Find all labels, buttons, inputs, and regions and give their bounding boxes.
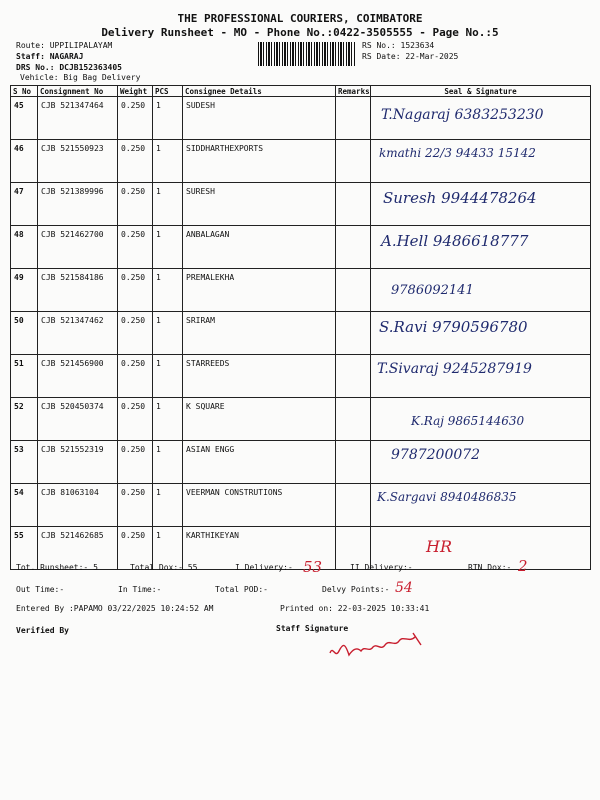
staff-signature-scribble	[325, 625, 445, 665]
cell-signature	[371, 441, 591, 484]
cell-pcs: 1	[153, 269, 183, 312]
handwritten-signature: kmathi 22/3 94433 15142	[379, 146, 536, 160]
cell-wt: 0.250	[118, 269, 153, 312]
cell-sno: 47	[11, 183, 38, 226]
rs-date: RS Date: 22-Mar-2025	[362, 52, 459, 61]
cell-signature	[371, 312, 591, 355]
table-row	[11, 312, 591, 355]
cell-wt: 0.250	[118, 140, 153, 183]
cell-cn: CJB 521550923	[38, 140, 118, 183]
cell-pcs: 1	[153, 183, 183, 226]
handwritten-signature: HR	[426, 537, 452, 556]
table-row	[11, 269, 591, 312]
cell-name: ANBALAGAN	[183, 226, 336, 269]
cell-name: ASIAN ENGG	[183, 441, 336, 484]
cell-name: KARTHIKEYAN	[183, 527, 336, 570]
cell-wt: 0.250	[118, 484, 153, 527]
cell-signature	[371, 269, 591, 312]
cell-cn: CJB 521552319	[38, 441, 118, 484]
barcode	[258, 42, 356, 66]
runsheet-subtitle: Delivery Runsheet - MO - Phone No.:0422-3505555 - Page No.:5	[101, 26, 499, 39]
company-title: THE PROFESSIONAL COURIERS, COIMBATORE	[177, 12, 423, 25]
cell-wt: 0.250	[118, 398, 153, 441]
cell-sno: 52	[11, 398, 38, 441]
column-header: Seal & Signature	[371, 86, 591, 97]
cell-sno: 45	[11, 97, 38, 140]
cell-signature	[371, 140, 591, 183]
cell-remarks	[336, 441, 371, 484]
cell-remarks	[336, 97, 371, 140]
cell-name: SRIRAM	[183, 312, 336, 355]
ii-delivery-label: II Delivery:-	[350, 563, 413, 572]
route: Route: UPPILIPALAYAM	[16, 41, 113, 50]
cell-sno: 49	[11, 269, 38, 312]
table-row	[11, 398, 591, 441]
handwritten-signature: S.Ravi 9790596780	[379, 318, 528, 336]
cell-cn: CJB 521347462	[38, 312, 118, 355]
total-dox: Total Dox:- 55	[130, 563, 198, 572]
in-time: In Time:-	[118, 585, 162, 594]
cell-remarks	[336, 355, 371, 398]
total-pod: Total POD:-	[215, 585, 268, 594]
column-header: Weight	[118, 86, 153, 97]
table-row	[11, 140, 591, 183]
handwritten-signature: T.Nagaraj 6383253230	[381, 107, 544, 123]
rtn-dox-label: RTN Dox:-	[468, 563, 512, 572]
cell-cn: CJB 521347464	[38, 97, 118, 140]
column-header: Consignment No	[38, 86, 118, 97]
cell-cn: CJB 521584186	[38, 269, 118, 312]
rtn-dox-value: 2	[518, 557, 528, 575]
cell-remarks	[336, 398, 371, 441]
total-runsheet: Tot. Runsheet:- 5	[16, 563, 98, 572]
cell-name: PREMALEKHA	[183, 269, 336, 312]
cell-pcs: 1	[153, 398, 183, 441]
staff-signature-label: Staff Signature	[276, 624, 349, 633]
drs-number: DRS No.: DCJB152363405	[16, 63, 122, 72]
cell-signature	[371, 183, 591, 226]
column-header: PCS	[153, 86, 183, 97]
handwritten-signature: Suresh 9944478264	[383, 189, 537, 207]
runsheet-table	[10, 85, 591, 570]
i-delivery-value: 53	[303, 558, 323, 576]
cell-name: SIDDHARTHEXPORTS	[183, 140, 336, 183]
table-row	[11, 355, 591, 398]
staff: Staff: NAGARAJ	[16, 52, 84, 61]
cell-wt: 0.250	[118, 441, 153, 484]
verified-by: Verified By	[16, 626, 69, 635]
cell-remarks	[336, 183, 371, 226]
cell-wt: 0.250	[118, 355, 153, 398]
column-header: S No	[11, 86, 38, 97]
cell-pcs: 1	[153, 484, 183, 527]
cell-remarks	[336, 140, 371, 183]
cell-sno: 54	[11, 484, 38, 527]
column-header: Consignee Details	[183, 86, 336, 97]
cell-sno: 53	[11, 441, 38, 484]
cell-signature	[371, 97, 591, 140]
cell-name: VEERMAN CONSTRUTIONS	[183, 484, 336, 527]
cell-name: SURESH	[183, 183, 336, 226]
table-row	[11, 183, 591, 226]
handwritten-signature: 9786092141	[391, 283, 474, 298]
cell-signature	[371, 355, 591, 398]
table-header	[11, 86, 591, 97]
cell-signature	[371, 398, 591, 441]
cell-sno: 50	[11, 312, 38, 355]
cell-pcs: 1	[153, 527, 183, 570]
table-row	[11, 226, 591, 269]
cell-name: STARREEDS	[183, 355, 336, 398]
cell-cn: CJB 521389996	[38, 183, 118, 226]
table-row	[11, 484, 591, 527]
table-row	[11, 441, 591, 484]
cell-signature	[371, 226, 591, 269]
cell-pcs: 1	[153, 312, 183, 355]
handwritten-signature: K.Sargavi 8940486835	[377, 490, 517, 504]
handwritten-signature: T.Sivaraj 9245287919	[377, 361, 532, 377]
cell-wt: 0.250	[118, 97, 153, 140]
cell-pcs: 1	[153, 441, 183, 484]
vehicle: Vehicle: Big Bag Delivery	[20, 73, 141, 82]
rs-number: RS No.: 1523634	[362, 41, 435, 50]
delvy-points-value: 54	[395, 580, 413, 596]
cell-name: SUDESH	[183, 97, 336, 140]
entered-by: Entered By :PAPAMO 03/22/2025 10:24:52 AM	[16, 604, 214, 613]
cell-remarks	[336, 269, 371, 312]
cell-sno: 51	[11, 355, 38, 398]
printed-on: Printed on: 22-03-2025 10:33:41	[280, 604, 430, 613]
cell-sno: 55	[11, 527, 38, 570]
cell-pcs: 1	[153, 140, 183, 183]
cell-cn: CJB 520450374	[38, 398, 118, 441]
cell-pcs: 1	[153, 355, 183, 398]
cell-cn: CJB 81063104	[38, 484, 118, 527]
cell-wt: 0.250	[118, 527, 153, 570]
cell-cn: CJB 521456900	[38, 355, 118, 398]
cell-cn: CJB 521462685	[38, 527, 118, 570]
column-header: Remarks	[336, 86, 371, 97]
cell-wt: 0.250	[118, 183, 153, 226]
cell-signature	[371, 484, 591, 527]
cell-remarks	[336, 226, 371, 269]
handwritten-signature: 9787200072	[391, 447, 481, 463]
cell-sno: 48	[11, 226, 38, 269]
cell-sno: 46	[11, 140, 38, 183]
cell-pcs: 1	[153, 226, 183, 269]
cell-name: K SQUARE	[183, 398, 336, 441]
handwritten-signature: A.Hell 9486618777	[381, 232, 529, 250]
cell-wt: 0.250	[118, 312, 153, 355]
i-delivery-label: I Delivery:-	[235, 563, 293, 572]
delvy-points-label: Delvy Points:-	[322, 585, 390, 594]
table-row	[11, 97, 591, 140]
cell-wt: 0.250	[118, 226, 153, 269]
handwritten-signature: K.Raj 9865144630	[411, 414, 525, 428]
cell-remarks	[336, 484, 371, 527]
cell-pcs: 1	[153, 97, 183, 140]
cell-cn: CJB 521462700	[38, 226, 118, 269]
cell-remarks	[336, 312, 371, 355]
out-time: Out Time:-	[16, 585, 65, 594]
